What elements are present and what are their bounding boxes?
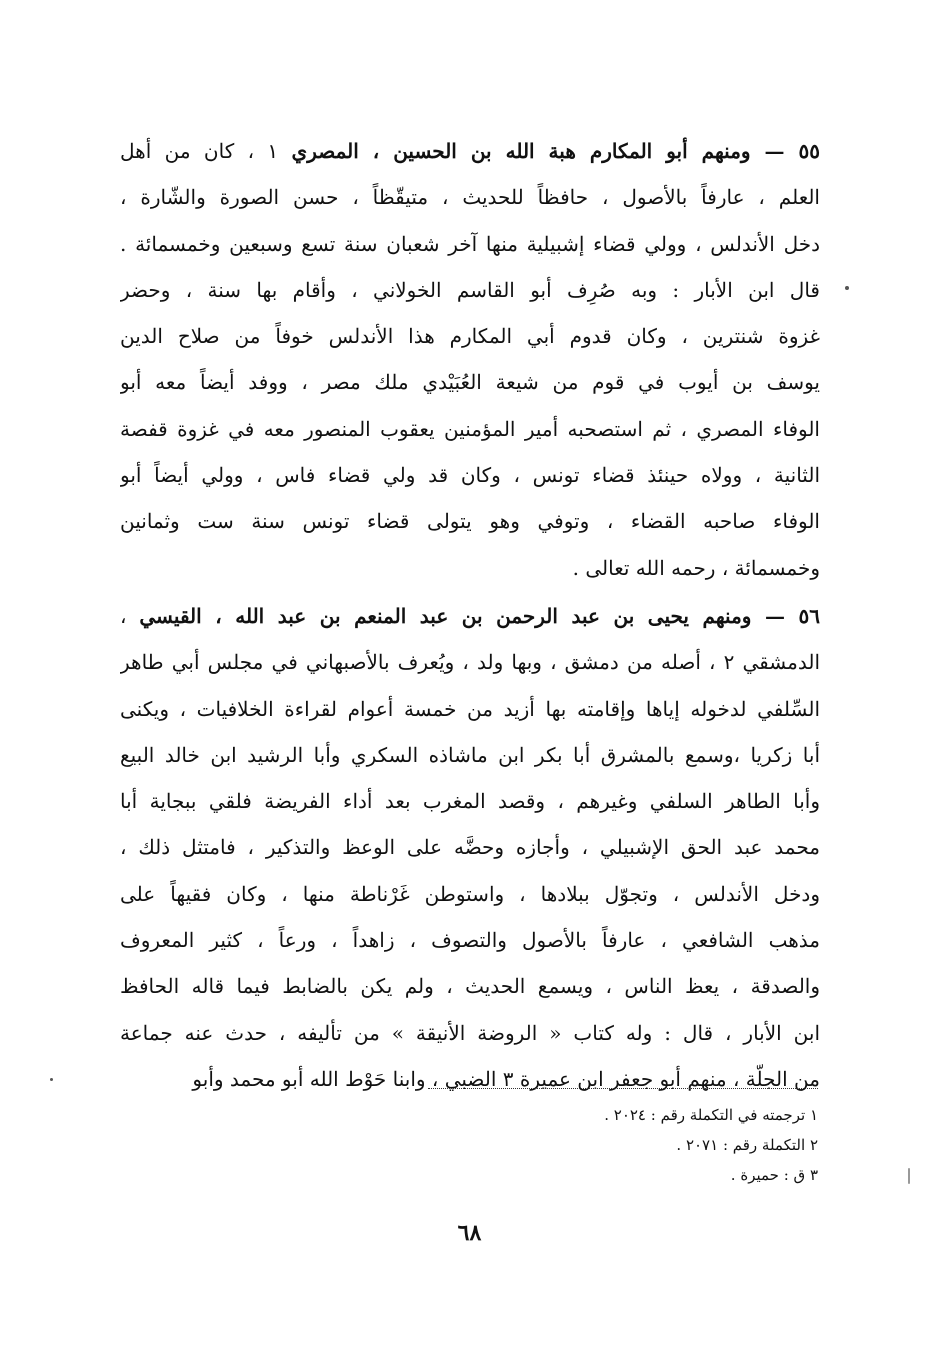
text-line — [120, 498, 820, 544]
text-line — [120, 639, 820, 685]
text-line — [120, 313, 820, 359]
line-text: ، — [120, 603, 140, 628]
line-text: غزوة شنترين ، وكان قدوم أبي المكارم هذا الأندلس خوفاً من صلاح الدين — [120, 324, 820, 349]
line-text: والصدقة ، يعظ الناس ، ويسمع الحديث ، ولم يكن بالضابط فيما قاله الحافظ — [120, 974, 820, 999]
entry-heading: ٥٥ — ومنهم أبو المكارم هبة الله بن الحسين ، المصري — [291, 139, 820, 163]
scan-speck — [845, 286, 849, 290]
text-line — [120, 359, 820, 405]
text-line — [120, 545, 820, 591]
text-line — [120, 267, 820, 313]
line-text: دخل الأندلس ، وولي قضاء إشبيلية منها آخر شعبان سنة تسع وسبعين وخمسمائة . — [120, 231, 820, 256]
footnote-2: ٢ التكملة رقم : ٢٠٧١ . — [676, 1136, 818, 1154]
text-line — [120, 128, 820, 174]
entry-55 — [120, 128, 820, 591]
line-text: ودخل الأندلس ، وتجوّل ببلادها ، واستوطن غَرْناطة منها ، وكان فقيهاً على — [120, 881, 820, 906]
text-line — [120, 452, 820, 498]
text-line — [120, 1056, 820, 1102]
footnote-divider — [428, 1088, 818, 1089]
line-text: قال ابن الأبار : وبه صُرِف أبو القاسم الخولاني ، وأقام بها سنة ، وحضر — [120, 277, 820, 302]
line-text: الدمشقي ٢ ، أصله من دمشق ، وبها ولد ، ويُعرف بالأصبهاني في مجلس أبي طاهر — [120, 650, 820, 675]
scan-speck — [908, 1168, 910, 1184]
line-text: العلم ، عارفاً بالأصول ، حافظاً للحديث ، متيقّظاً ، حسن الصورة والشّارة ، — [120, 185, 820, 210]
footnotes — [428, 1100, 818, 1190]
line-text: من الجلّة ، منهم أبو جعفر ابن عميرة ٣ الضبي ، وابنا حَوْط الله أبو محمد وأبو — [192, 1066, 820, 1091]
main-text — [120, 128, 820, 1102]
line-text: وخمسمائة ، رحمه الله تعالى . — [572, 555, 820, 580]
text-line — [120, 1010, 820, 1056]
text-line — [120, 732, 820, 778]
line-text: أبا زكريا ،وسمع بالمشرق أبا بكر ابن ماشاذه السكري وأبا الرشيد ابن خالد البيع — [120, 742, 820, 767]
text-line — [120, 686, 820, 732]
page-number: ٦٨ — [457, 1220, 482, 1246]
text-line — [120, 221, 820, 267]
line-text: الوفاء المصري ، ثم استصحبه أمير المؤمنين يعقوب المنصور معه في غزوة قفصة — [120, 416, 820, 441]
footnote-1: ١ ترجمته في التكملة رقم : ٢٠٢٤ . — [604, 1106, 818, 1124]
line-text: السِّلفي لدخوله إياها وإقامته بها أزيد من خمسة أعوام لقراءة الخلافيات ، ويكنى — [120, 696, 820, 721]
entry-heading: ٥٦ — ومنهم يحيى بن عبد الرحمن بن عبد المنعم بن عبد الله ، القيسي — [139, 603, 820, 628]
text-line — [120, 871, 820, 917]
text-line — [120, 824, 820, 870]
line-text: يوسف بن أيوب في قوم من شيعة العُبَيْدي ملك مصر ، ووفد أيضاً معه أبو — [120, 370, 820, 395]
text-line — [120, 593, 820, 639]
line-text: ابن الأبار ، قال : وله كتاب « الروضة الأنيقة » من تأليفه ، حدث عنه جماعة — [120, 1020, 820, 1045]
text-line — [120, 174, 820, 220]
footnote-3: ٣ ق : حميرة . — [730, 1166, 818, 1184]
line-text: الوفاء صاحبه القضاء ، وتوفي وهو يتولى قضاء تونس سنة ست وثمانين — [120, 509, 820, 534]
scan-speck — [50, 1078, 53, 1081]
line-text: مذهب الشافعي ، عارفاً بالأصول والتصوف ، زاهداً ، ورعاً ، كثير المعروف — [120, 928, 820, 953]
line-text: محمد عبد الحق الإشبيلي ، وأجازه وحضَّه على الوعظ والتذكير ، فامتثل ذلك ، — [120, 835, 820, 860]
text-line — [120, 917, 820, 963]
entry-56 — [120, 593, 820, 1102]
line-text: وأبا الطاهر السلفي وغيرهم ، وقصد المغرب بعد أداء الفريضة فلقي ببجاية أبا — [120, 789, 820, 814]
line-text: ١ ، كان من أهل — [120, 139, 292, 163]
line-text: الثانية ، وولاه حينئذ قضاء تونس ، وكان قد ولي قضاء فاس ، وولي أيضاً أبو — [120, 463, 820, 488]
text-line — [120, 963, 820, 1009]
text-line — [120, 778, 820, 824]
text-line — [120, 406, 820, 452]
